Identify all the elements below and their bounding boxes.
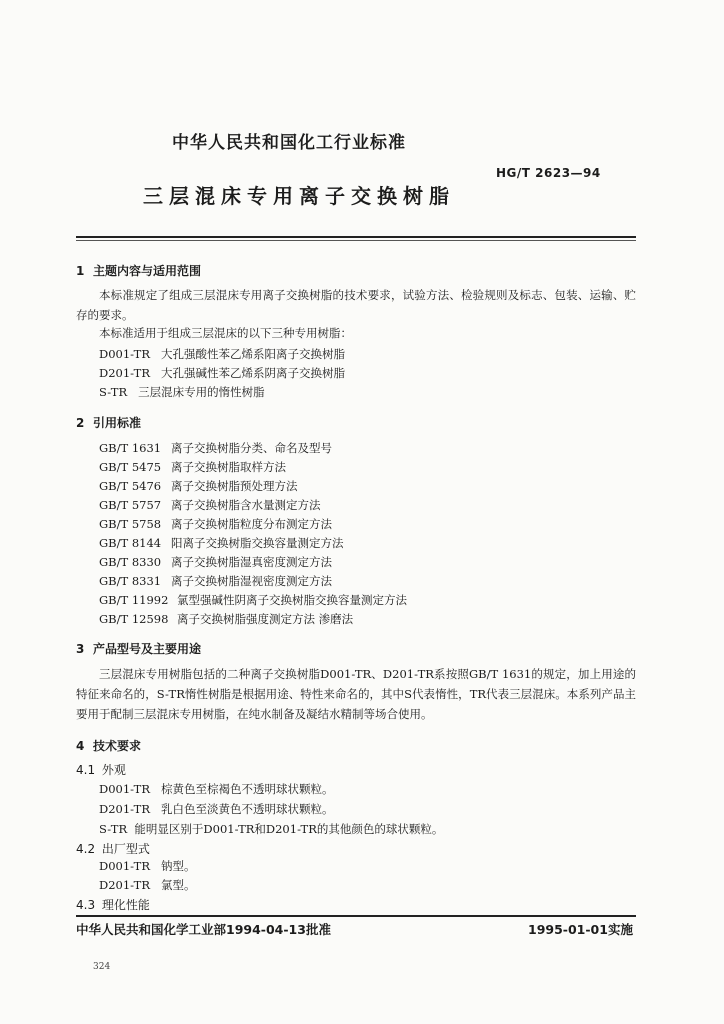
reference-desc: 离子交换树脂分类、命名及型号 (171, 441, 332, 455)
section-title: 主题内容与适用范围 (93, 264, 202, 278)
subsection-title: 外观 (101, 763, 126, 777)
appearance-item (99, 801, 333, 817)
item-desc: 氯型。 (160, 878, 196, 892)
reference-desc: 离子交换树脂强度测定方法 渗磨法 (177, 612, 354, 626)
item-code: D201-TR (99, 802, 150, 816)
reference-code: GB/T 8144 (99, 536, 162, 550)
resin-code: D201-TR (99, 366, 150, 380)
delivery-form-item (99, 858, 195, 874)
reference-item (99, 573, 332, 589)
appearance-item (99, 821, 443, 837)
standard-code: HG/T 2623—94 (496, 166, 601, 180)
page-number: 324 (93, 962, 111, 972)
subsection-title: 理化性能 (101, 898, 150, 912)
reference-code: GB/T 12598 (99, 612, 169, 626)
subsection-4-1-heading (76, 761, 126, 778)
reference-item (99, 535, 344, 551)
section-title: 技术要求 (93, 739, 142, 753)
resin-item (99, 346, 345, 362)
section-3-heading (76, 640, 201, 657)
reference-item (99, 611, 353, 627)
reference-item (99, 592, 407, 608)
item-code: D001-TR (99, 782, 150, 796)
resin-item (99, 384, 265, 400)
appearance-item (99, 781, 333, 797)
section-3-paragraph: 三层混床专用树脂包括的二种离子交换树脂D001-TR、D201-TR系按照GB/T 1631的规定，加上用途的特征来命名的，S-TR惰性树脂是根据用途、特性来命名的，其中S代表惰性，TR代表三层混床。本系列产品主要用于配制三层混床专用树脂，在纯水制备及凝结水精制等场合使用。 (76, 667, 636, 721)
reference-desc: 离子交换树脂预处理方法 (171, 479, 298, 493)
reference-item (99, 440, 332, 456)
item-code: D001-TR (99, 859, 150, 873)
reference-code: GB/T 5757 (99, 498, 162, 512)
resin-item (99, 365, 345, 381)
section-number: 3 (76, 642, 85, 656)
resin-desc: 三层混床专用的惰性树脂 (138, 385, 265, 399)
reference-desc: 离子交换树脂湿视密度测定方法 (171, 574, 332, 588)
section-1-heading (76, 262, 201, 279)
reference-desc: 离子交换树脂粒度分布测定方法 (171, 517, 332, 531)
section-number: 4 (76, 739, 85, 753)
document-title: 三层混床专用离子交换树脂 (143, 184, 455, 208)
section-1-paragraph: 本标准规定了组成三层混床专用离子交换树脂的技术要求，试验方法、检验规则及标志、包装、运输、贮存的要求。 (76, 288, 636, 322)
reference-code: GB/T 8331 (99, 574, 162, 588)
resin-desc: 大孔强酸性苯乙烯系阳离子交换树脂 (160, 347, 345, 361)
reference-desc: 阳离子交换树脂交换容量测定方法 (171, 536, 344, 550)
reference-code: GB/T 8330 (99, 555, 162, 569)
section-2-heading (76, 414, 141, 431)
subsection-number: 4.2 (76, 842, 96, 856)
reference-desc: 氯型强碱性阴离子交换树脂交换容量测定方法 (177, 593, 407, 607)
reference-item (99, 516, 332, 532)
item-desc: 棕黄色至棕褐色不透明球状颗粒。 (160, 782, 334, 796)
reference-desc: 离子交换树脂取样方法 (171, 460, 286, 474)
section-title: 产品型号及主要用途 (93, 642, 202, 656)
item-desc: 乳白色至淡黄色不透明球状颗粒。 (160, 802, 334, 816)
scope-intro: 本标准适用于组成三层混床的以下三种专用树脂： (99, 326, 352, 340)
section-number: 2 (76, 416, 85, 430)
resin-desc: 大孔强碱性苯乙烯系阴离子交换树脂 (160, 366, 345, 380)
resin-code: D001-TR (99, 347, 150, 361)
approval-line: 中华人民共和国化学工业部1994-04-13批准 (76, 922, 331, 937)
subsection-title: 出厂型式 (101, 842, 150, 856)
reference-desc: 离子交换树脂湿真密度测定方法 (171, 555, 332, 569)
effective-date: 1995-01-01实施 (528, 922, 633, 937)
header-rule-thin (76, 240, 636, 241)
reference-code: GB/T 11992 (99, 593, 169, 607)
reference-item (99, 459, 286, 475)
reference-code: GB/T 5476 (99, 479, 162, 493)
standard-title: 中华人民共和国化工行业标准 (172, 133, 406, 153)
section-title: 引用标准 (93, 416, 142, 430)
resin-code: S-TR (99, 385, 128, 399)
section-4-heading (76, 737, 141, 754)
footer-rule (76, 915, 636, 917)
reference-desc: 离子交换树脂含水量测定方法 (171, 498, 321, 512)
item-desc: 能明显区别于D001-TR和D201-TR的其他颜色的球状颗粒。 (134, 822, 444, 836)
reference-code: GB/T 5758 (99, 517, 162, 531)
reference-item (99, 478, 298, 494)
subsection-4-2-heading (76, 840, 150, 857)
subsection-4-3-heading (76, 896, 150, 913)
reference-code: GB/T 5475 (99, 460, 162, 474)
delivery-form-item (99, 877, 195, 893)
item-desc: 钠型。 (160, 859, 196, 873)
reference-item (99, 497, 321, 513)
reference-item (99, 554, 332, 570)
item-code: S-TR (99, 822, 128, 836)
reference-code: GB/T 1631 (99, 441, 162, 455)
item-code: D201-TR (99, 878, 150, 892)
subsection-number: 4.3 (76, 898, 96, 912)
header-rule (76, 236, 636, 238)
section-number: 1 (76, 264, 85, 278)
subsection-number: 4.1 (76, 763, 96, 777)
